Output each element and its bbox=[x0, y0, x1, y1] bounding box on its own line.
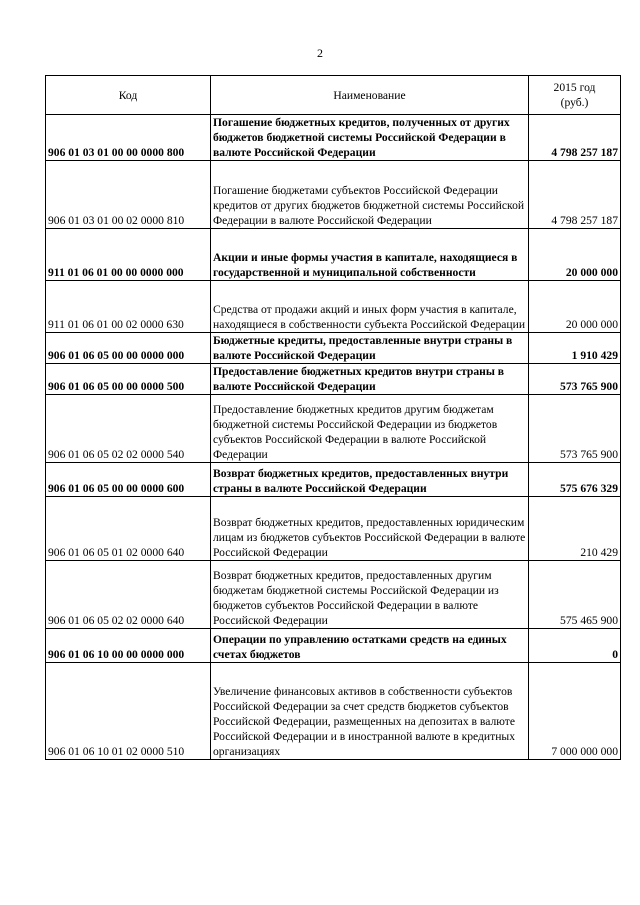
table-row bbox=[46, 281, 621, 333]
row-amount: 4 798 257 187 bbox=[529, 115, 621, 161]
row-amount: 20 000 000 bbox=[529, 229, 621, 281]
row-name: Возврат бюджетных кредитов, предоставленных внутри страны в валюте Российской Федерации bbox=[211, 463, 529, 497]
table-row bbox=[46, 561, 621, 629]
table-row bbox=[46, 497, 621, 561]
table-header-row bbox=[46, 76, 621, 115]
row-amount: 575 465 900 bbox=[529, 561, 621, 629]
table-row bbox=[46, 333, 621, 364]
row-name: Увеличение финансовых активов в собственности субъектов Российской Федерации за счет средств бюджетов субъектов Российской Федерации, размещенных на депозитах в валюте Российской Федерации и в иностранной валюте в кредитных организациях bbox=[211, 663, 529, 760]
row-name: Возврат бюджетных кредитов, предоставленных юридическим лицам из бюджетов субъектов Российской Федерации в валюте Российской Федерации bbox=[211, 497, 529, 561]
row-name: Акции и иные формы участия в капитале, находящиеся в государственной и муниципальной собственности bbox=[211, 229, 529, 281]
budget-table bbox=[45, 75, 621, 760]
row-name: Предоставление бюджетных кредитов другим бюджетам бюджетной системы Российской Федерации из бюджетов субъектов Российской Федерации в валюте Российской Федерации bbox=[211, 395, 529, 463]
row-code: 906 01 06 05 00 00 0000 000 bbox=[46, 333, 211, 364]
row-amount: 0 bbox=[529, 629, 621, 663]
table-row bbox=[46, 463, 621, 497]
row-amount: 4 798 257 187 bbox=[529, 161, 621, 229]
row-code: 911 01 06 01 00 00 0000 000 bbox=[46, 229, 211, 281]
row-code: 906 01 06 05 02 02 0000 640 bbox=[46, 561, 211, 629]
row-amount: 573 765 900 bbox=[529, 395, 621, 463]
row-code: 906 01 06 05 00 00 0000 600 bbox=[46, 463, 211, 497]
row-code: 906 01 03 01 00 02 0000 810 bbox=[46, 161, 211, 229]
column-header-code: Код bbox=[46, 76, 211, 115]
row-code: 906 01 06 05 01 02 0000 640 bbox=[46, 497, 211, 561]
row-code: 906 01 06 10 00 00 0000 000 bbox=[46, 629, 211, 663]
row-name: Средства от продажи акций и иных форм участия в капитале, находящиеся в собственности субъекта Российской Федерации bbox=[211, 281, 529, 333]
row-code: 906 01 06 05 00 00 0000 500 bbox=[46, 364, 211, 395]
table-row bbox=[46, 629, 621, 663]
row-name: Бюджетные кредиты, предоставленные внутри страны в валюте Российской Федерации bbox=[211, 333, 529, 364]
row-name: Погашение бюджетных кредитов, полученных от других бюджетов бюджетной системы Российской Федерации в валюте Российской Федерации bbox=[211, 115, 529, 161]
row-name: Возврат бюджетных кредитов, предоставленных другим бюджетам бюджетной системы Российской Федерации из бюджетов субъектов Российской Федерации в валюте Российской Федерации bbox=[211, 561, 529, 629]
column-header-amount-year: 2015 год bbox=[553, 81, 596, 94]
row-name: Предоставление бюджетных кредитов внутри страны в валюте Российской Федерации bbox=[211, 364, 529, 395]
column-header-name: Наименование bbox=[211, 76, 529, 115]
row-amount: 20 000 000 bbox=[529, 281, 621, 333]
table-row bbox=[46, 364, 621, 395]
table-row bbox=[46, 229, 621, 281]
column-header-amount-unit: (руб.) bbox=[560, 96, 589, 109]
table-row bbox=[46, 161, 621, 229]
row-code: 911 01 06 01 00 02 0000 630 bbox=[46, 281, 211, 333]
row-name: Операции по управлению остатками средств на единых счетах бюджетов bbox=[211, 629, 529, 663]
row-amount: 575 676 329 bbox=[529, 463, 621, 497]
row-code: 906 01 03 01 00 00 0000 800 bbox=[46, 115, 211, 161]
row-name: Погашение бюджетами субъектов Российской Федерации кредитов от других бюджетов бюджетной системы Российской Федерации в валюте Российской Федерации bbox=[211, 161, 529, 229]
table-row bbox=[46, 663, 621, 760]
row-amount: 573 765 900 bbox=[529, 364, 621, 395]
row-amount: 7 000 000 000 bbox=[529, 663, 621, 760]
page-number: 2 bbox=[317, 46, 323, 60]
table-row bbox=[46, 115, 621, 161]
row-code: 906 01 06 10 01 02 0000 510 bbox=[46, 663, 211, 760]
row-amount: 210 429 bbox=[529, 497, 621, 561]
table-row bbox=[46, 395, 621, 463]
column-header-amount bbox=[529, 76, 621, 115]
row-code: 906 01 06 05 02 02 0000 540 bbox=[46, 395, 211, 463]
row-amount: 1 910 429 bbox=[529, 333, 621, 364]
